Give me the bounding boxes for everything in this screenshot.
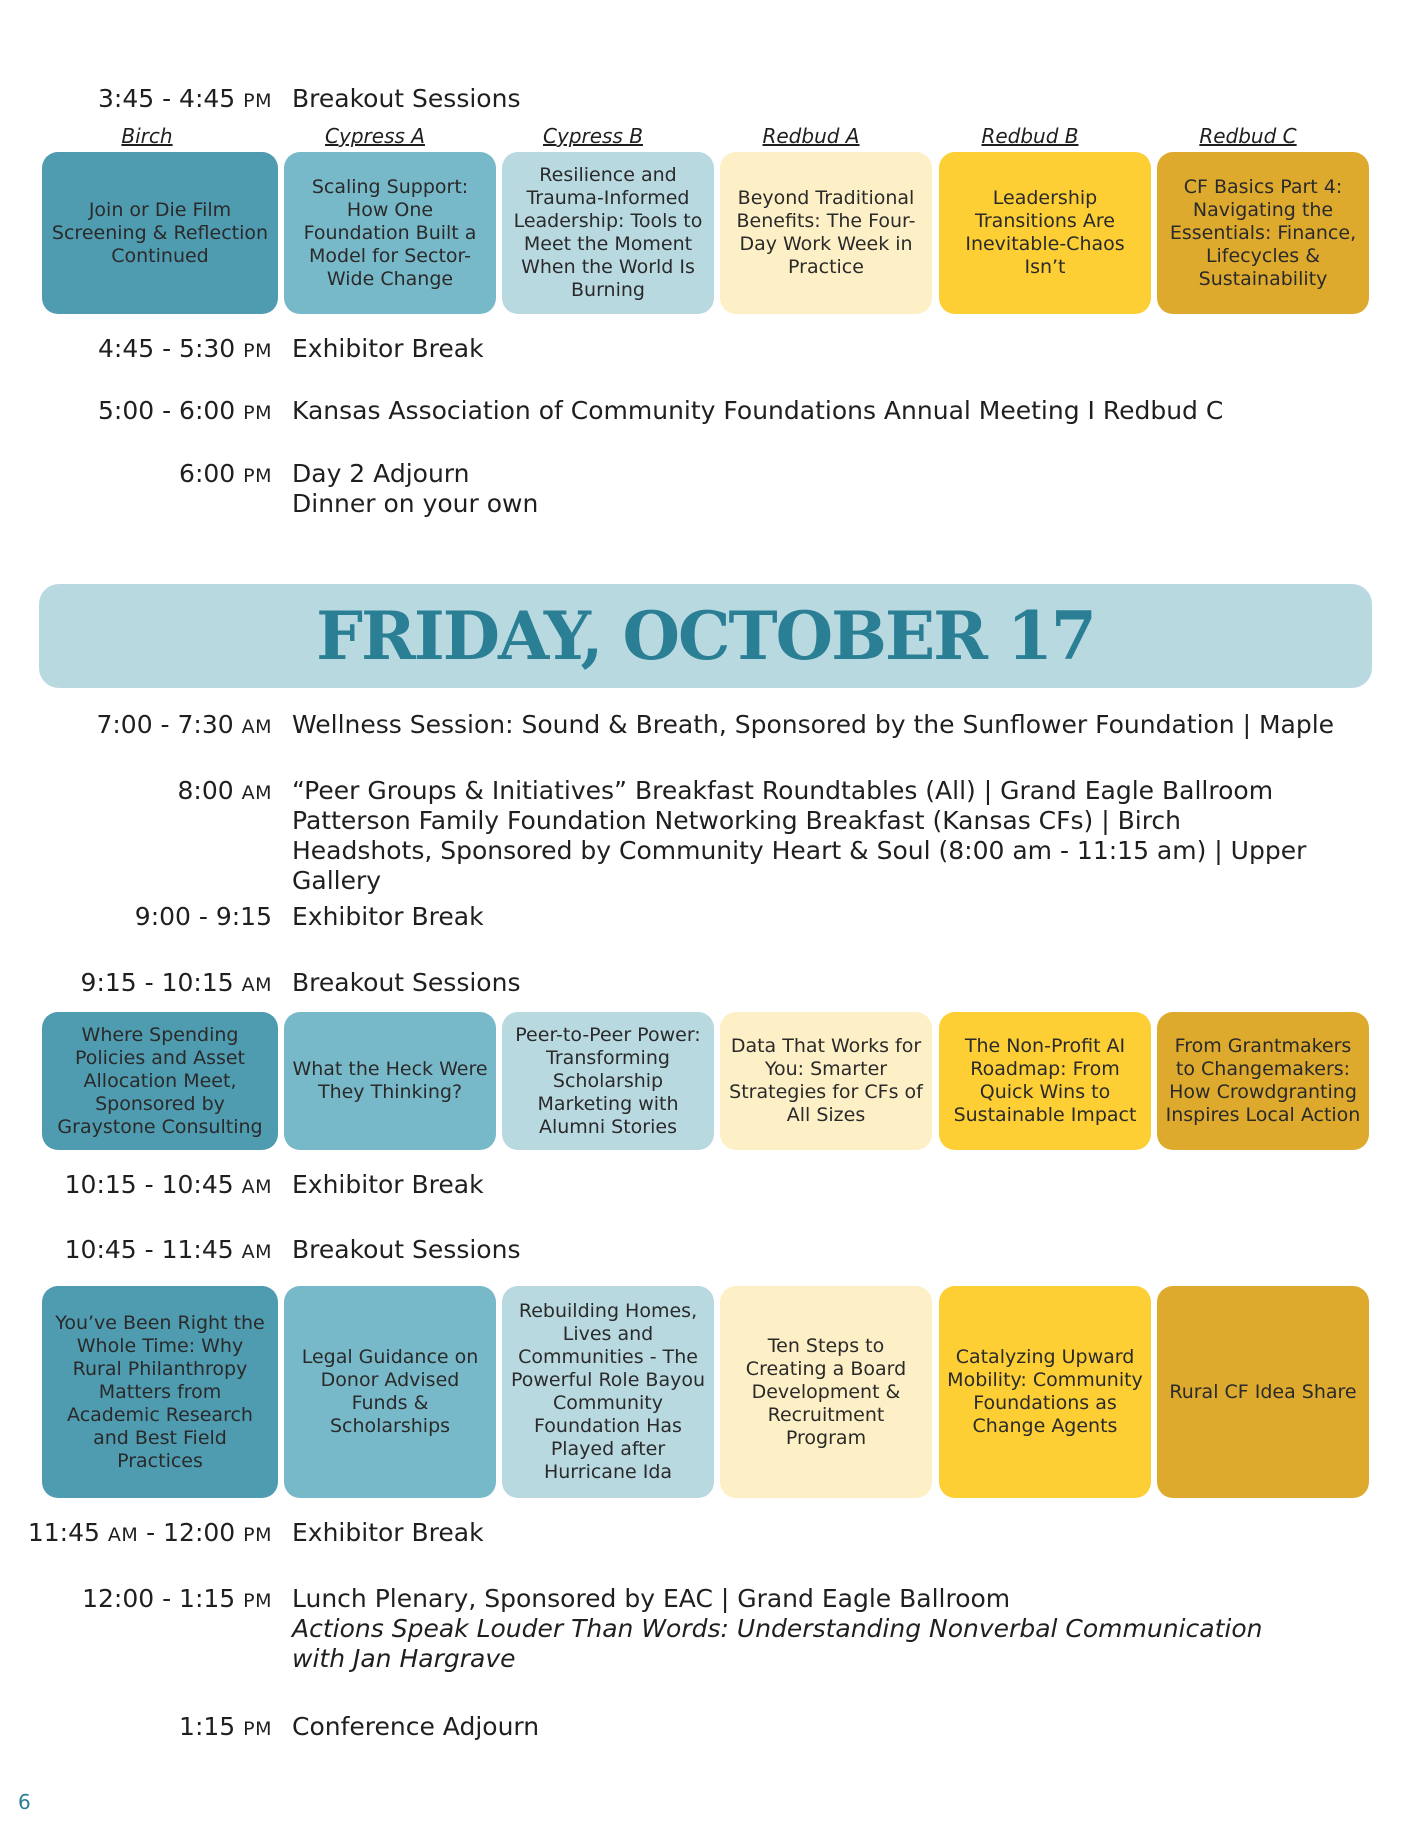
session-card: Ten Steps to Creating a Board Development & Recruitment Program [720, 1286, 932, 1498]
session-card: Resilience and Trauma-Informed Leadership: Tools to Meet the Moment When the World Is Burning [502, 152, 714, 314]
room-header: Redbud C [1199, 124, 1297, 148]
time-label: 1:15 PM [179, 1712, 272, 1741]
session-card: Rural CF Idea Share [1157, 1286, 1369, 1498]
time-label: 10:45 - 11:45 AM [64, 1235, 272, 1264]
time-label: 9:15 - 10:15 AM [80, 968, 272, 997]
event-label: Exhibitor Break [292, 1170, 484, 1199]
time-label: 3:45 - 4:45 PM [97, 84, 272, 113]
session-card: Peer-to-Peer Power: Transforming Scholarship Marketing with Alumni Stories [502, 1012, 714, 1150]
time-label: 8:00 AM [177, 776, 272, 805]
room-header: Cypress A [325, 124, 425, 148]
event-label: Conference Adjourn [292, 1712, 540, 1741]
event-label: Kansas Association of Community Foundations Annual Meeting I Redbud C [292, 396, 1224, 425]
session-card: You’ve Been Right the Whole Time: Why Rural Philanthropy Matters from Academic Research and Best Field Practices [42, 1286, 278, 1498]
page-number: 6 [18, 1790, 31, 1814]
session-card: CF Basics Part 4: Navigating the Essentials: Finance, Lifecycles & Sustainability [1157, 152, 1369, 314]
time-label: 7:00 - 7:30 AM [96, 710, 272, 739]
session-card: Where Spending Policies and Asset Allocation Meet, Sponsored by Graystone Consulting [42, 1012, 278, 1150]
event-label: Breakout Sessions [292, 968, 521, 997]
session-grid-2 [42, 1012, 1372, 1150]
event-label: Wellness Session: Sound & Breath, Sponsored by the Sunflower Foundation | Maple [292, 710, 1335, 739]
session-card: Leadership Transitions Are Inevitable-Chaos Isn’t [939, 152, 1151, 314]
session-card: Legal Guidance on Donor Advised Funds & Scholarships [284, 1286, 496, 1498]
event-label [292, 776, 1382, 896]
time-label: 6:00 PM [179, 459, 272, 488]
session-card: Scaling Support: How One Foundation Built a Model for Sector-Wide Change [284, 152, 496, 314]
event-line: “Peer Groups & Initiatives” Breakfast Roundtables (All) | Grand Eagle Ballroom [292, 776, 1274, 805]
event-label: Exhibitor Break [292, 334, 484, 363]
session-grid-3 [42, 1286, 1372, 1498]
time-label: 4:45 - 5:30 PM [97, 334, 272, 363]
event-title: Lunch Plenary, Sponsored by EAC | Grand Eagle Ballroom [292, 1584, 1011, 1613]
event-label: Exhibitor Break [292, 902, 484, 931]
event-label: Exhibitor Break [292, 1518, 484, 1547]
room-headers [42, 124, 1372, 152]
event-label: Breakout Sessions [292, 84, 521, 113]
room-header: Cypress B [543, 124, 643, 148]
event-line: Headshots, Sponsored by Community Heart & Soul (8:00 am - 11:15 am) | Upper Gallery [292, 836, 1307, 895]
event-label [292, 459, 1382, 519]
session-card: Join or Die Film Screening & Reflection Continued [42, 152, 278, 314]
day-banner [39, 584, 1372, 688]
session-card: The Non-Profit AI Roadmap: From Quick Wins to Sustainable Impact [939, 1012, 1151, 1150]
event-label: Breakout Sessions [292, 1235, 521, 1264]
room-header: Redbud B [981, 124, 1079, 148]
time-label: 5:00 - 6:00 PM [97, 396, 272, 425]
event-line: Patterson Family Foundation Networking Breakfast (Kansas CFs) | Birch [292, 806, 1182, 835]
time-label: 10:15 - 10:45 AM [64, 1170, 272, 1199]
event-subtitle: Actions Speak Louder Than Words: Understanding Nonverbal Communication with Jan Hargrave [292, 1614, 1263, 1673]
event-subtitle: Dinner on your own [292, 489, 539, 518]
time-label: 11:45 AM - 12:00 PM [27, 1518, 272, 1547]
day-title: FRIDAY, OCTOBER 17 [316, 597, 1095, 675]
session-card: Rebuilding Homes, Lives and Communities - The Powerful Role Bayou Community Foundation Has Played after Hurricane Ida [502, 1286, 714, 1498]
session-grid-1 [42, 152, 1372, 314]
time-label: 12:00 - 1:15 PM [82, 1584, 272, 1613]
session-card: Catalyzing Upward Mobility: Community Foundations as Change Agents [939, 1286, 1151, 1498]
room-header: Redbud A [762, 124, 860, 148]
session-card: What the Heck Were They Thinking? [284, 1012, 496, 1150]
session-card: Beyond Traditional Benefits: The Four-Day Work Week in Practice [720, 152, 932, 314]
room-header: Birch [121, 124, 173, 148]
time-label: 9:00 - 9:15 [134, 902, 272, 931]
session-card: From Grantmakers to Changemakers: How Crowdgranting Inspires Local Action [1157, 1012, 1369, 1150]
event-label [292, 1584, 1292, 1674]
event-title: Day 2 Adjourn [292, 459, 470, 488]
session-card: Data That Works for You: Smarter Strategies for CFs of All Sizes [720, 1012, 932, 1150]
